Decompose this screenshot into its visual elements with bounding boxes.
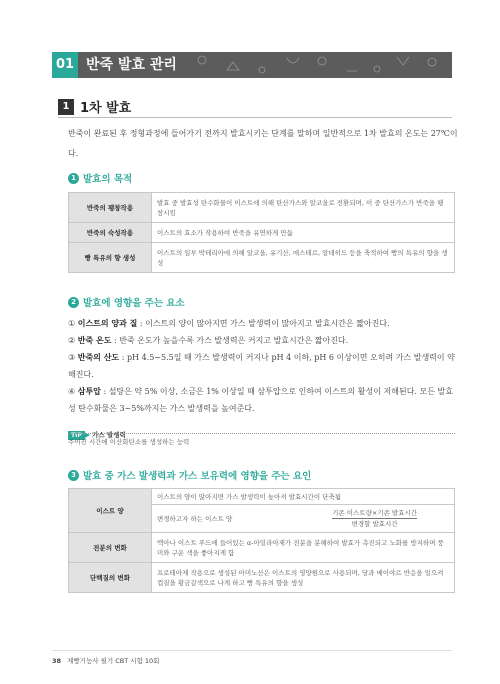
tip-divider: [68, 433, 455, 434]
item-term: 반죽의 산도: [77, 352, 120, 362]
list-item: [68, 349, 460, 383]
book-title: 제빵기능사 필기 CBT 시험 10회: [67, 657, 160, 665]
row-key: 빵 특유의 향 생성: [69, 243, 152, 273]
factors-heading: [68, 295, 185, 309]
row-key: 이스트 양: [69, 489, 152, 533]
chapter-title: 반죽 발효 관리: [86, 57, 177, 73]
factors-heading-text: 발효에 영향을 주는 요소: [83, 298, 185, 309]
table-row: [69, 563, 455, 593]
intro-paragraph: 반죽이 완료된 후 정형과정에 들어가기 전까지 발효시키는 단계를 말하며 일반적으로 1차 발효의 온도는 27℃이다.: [68, 129, 458, 158]
item-text: : 설탕은 약 5% 이상, 소금은 1% 이상일 때 삼투압으로 인하여 이스트의 활성이 저해된다. 모든 발효성 탄수화물은 3~5%까지는 가스 발생력을 높여준다.: [68, 387, 453, 413]
footer-divider: [52, 650, 452, 651]
bullet-number: 3: [68, 470, 79, 481]
row-value: 프로테아제 작용으로 생성된 아미노산은 이스트의 영양원으로 사용되며, 당과 메이야르 반응을 일으켜 껍질을 황금갈색으로 나게 하고 빵 특유의 향을 생성: [152, 563, 455, 593]
item-term: 이스트의 양과 질: [77, 318, 138, 328]
bullet-number: 1: [68, 173, 79, 184]
row-key: 전분의 변화: [69, 533, 152, 563]
item-term: 삼투압: [77, 386, 101, 396]
purpose-heading: [68, 171, 132, 185]
list-item: [68, 383, 460, 417]
purpose-table: [68, 192, 455, 273]
item-text: : pH 4.5~5.5일 때 가스 발생력이 커지나 pH 4 이하, pH 6 이상이면 오히려 가스 발생력이 약해진다.: [68, 353, 455, 379]
item-number: ②: [68, 336, 76, 345]
chapter-number: 01: [52, 52, 78, 78]
tip-text: 주어진 시간에 이산화탄소를 생성하는 능력: [68, 438, 190, 446]
gas-table: [68, 488, 455, 593]
item-text: : 반죽 온도가 높을수록 가스 발생력은 커지고 발효시간은 짧아진다.: [111, 336, 349, 345]
row-key: 반죽의 숙성작용: [69, 223, 152, 243]
gas-heading: [68, 468, 311, 482]
tip-title: 가스 발생력: [92, 431, 126, 439]
page-footer: [52, 656, 159, 665]
tip-badge: TIP: [68, 431, 85, 440]
row-value: 맥아나 이스트 푸드에 들어있는 α-아밀라아제가 전분을 분해하여 발효가 촉진되고 노화를 방지하며 풍미와 구운 색을 좋아지게 함: [152, 533, 455, 563]
list-item: [68, 332, 460, 349]
page-number: 38: [52, 657, 62, 665]
section-title: 1차 발효: [80, 101, 132, 116]
formula-denominator: 변경할 발효시간: [351, 520, 398, 528]
factors-list: [68, 315, 460, 417]
item-number: ①: [68, 319, 76, 328]
arrow-icon: ▶: [84, 431, 91, 439]
table-row: [69, 243, 455, 273]
formula-label: 변경하고자 하는 이스트 양: [152, 505, 296, 533]
list-item: [68, 315, 460, 332]
item-text: : 이스트의 양이 많아지면 가스 발생력이 많아지고 발효시간은 짧아진다.: [137, 319, 390, 328]
table-row: [69, 489, 455, 505]
row-key: 단백질의 변화: [69, 563, 152, 593]
item-number: ④: [68, 387, 76, 396]
bullet-number: 2: [68, 297, 79, 308]
formula: [295, 505, 454, 533]
section-divider: [58, 117, 452, 118]
item-term: 반죽 온도: [77, 335, 112, 345]
banner-pattern: [182, 52, 452, 78]
row-value: 이스트의 일부 박테리아에 의해 알코올, 유기산, 에스테르, 알데히드 등을 축적하여 빵의 특유의 향을 생성: [152, 243, 455, 273]
purpose-heading-text: 발효의 목적: [83, 174, 133, 185]
row-value: 이스트의 양이 많아지면 가스 발생력이 높아져 발효시간이 단축됨: [152, 489, 455, 505]
table-row: [69, 533, 455, 563]
row-value: 발효 중 발효성 탄수화물이 이스트에 의해 탄산가스와 알코올로 전환되며, 이 중 탄산가스가 반죽을 팽창시킴: [152, 193, 455, 223]
formula-numerator: 기존 이스트량×기존 발효시간: [332, 509, 418, 517]
row-key: 반죽의 팽창작용: [69, 193, 152, 223]
row-value: 이스트의 효소가 작용하여 반죽을 유연하게 만듦: [152, 223, 455, 243]
gas-heading-text: 발효 중 가스 발생력과 가스 보유력에 영향을 주는 요인: [83, 471, 312, 482]
table-row: [69, 193, 455, 223]
table-row: [69, 223, 455, 243]
item-number: ③: [68, 353, 76, 362]
section-number: 1: [58, 99, 74, 115]
